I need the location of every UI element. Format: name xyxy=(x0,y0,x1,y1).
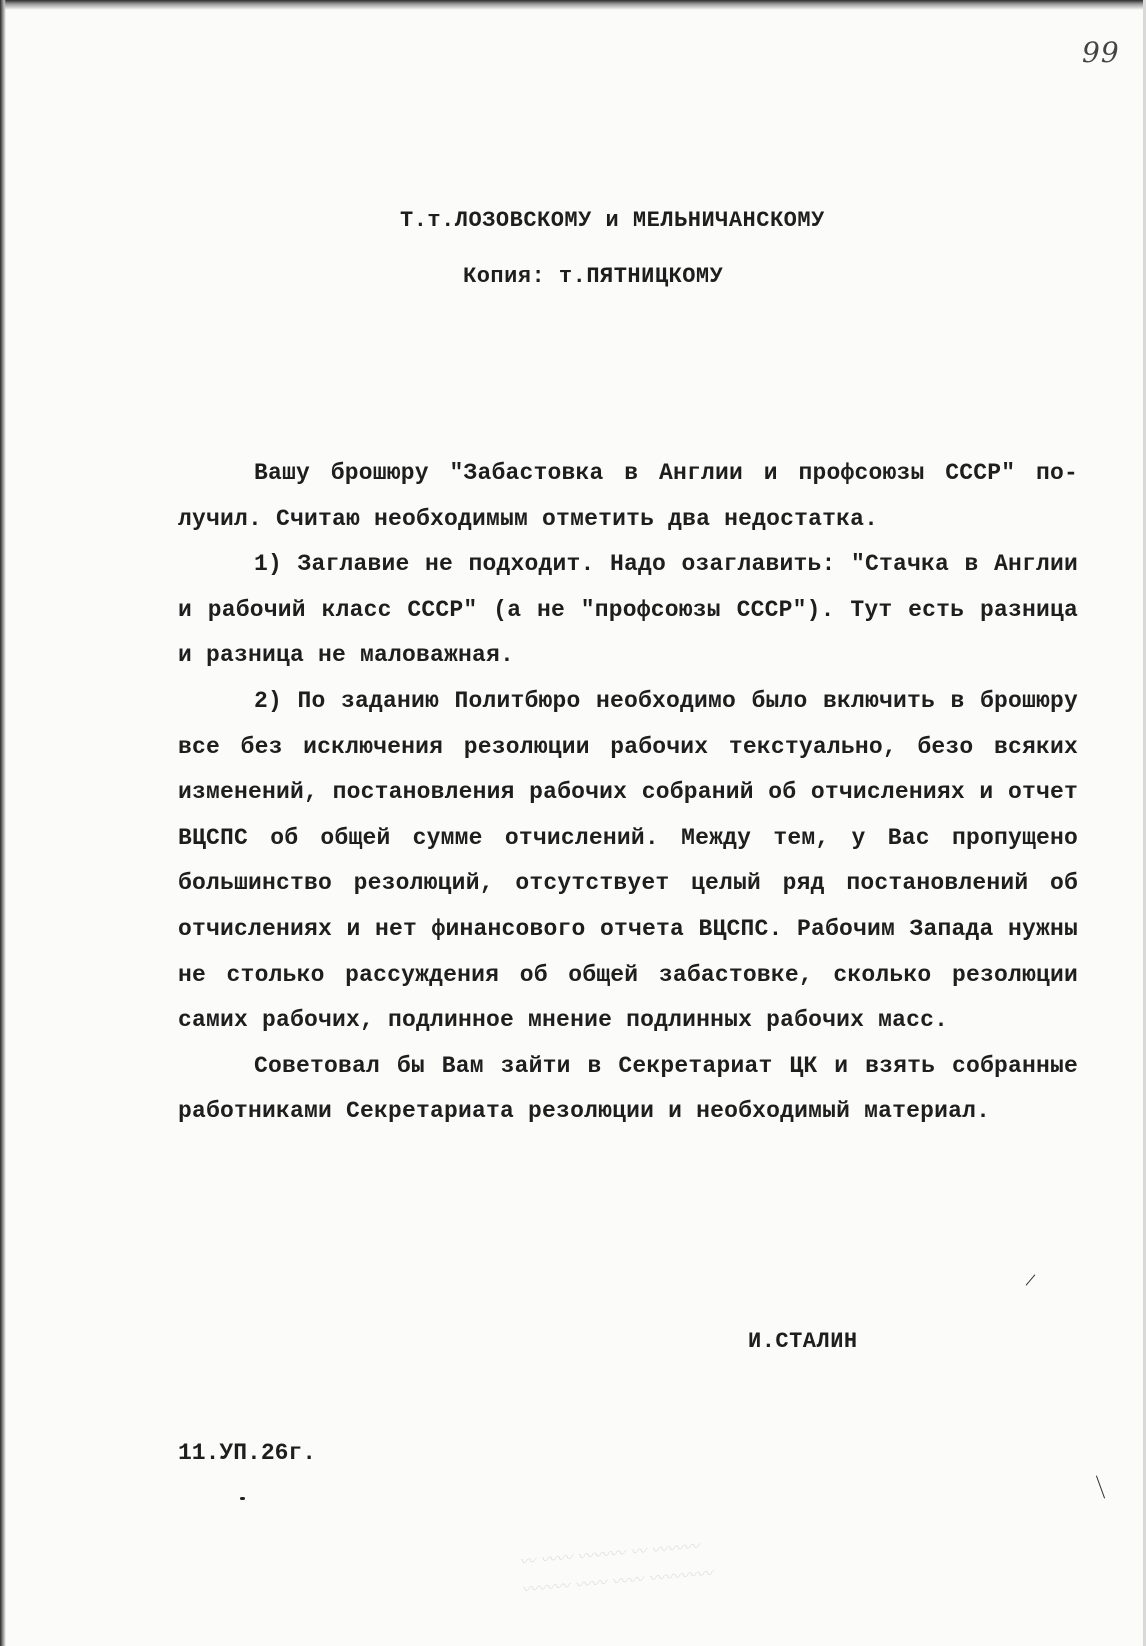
ink-speck xyxy=(240,1497,245,1500)
margin-mark xyxy=(1096,1476,1105,1499)
addressee-line: Т.т.ЛОЗОВСКОМУ и МЕЛЬНИЧАНСКОМУ xyxy=(400,208,825,233)
letter-body xyxy=(178,451,1078,1135)
copy-line: Копия: т.ПЯТНИЦКОМУ xyxy=(463,264,724,289)
scan-edge-top xyxy=(0,0,1146,10)
paragraph-intro: Вашу брошюру "Забастовка в Англии и профсоюзы СССР" по-лучил. Считаю необходимым отметить два недостатка. xyxy=(178,460,1078,532)
scan-edge-left xyxy=(0,0,6,1646)
margin-mark xyxy=(1026,1274,1036,1285)
paragraph-point-2: 2) По заданию Политбюро необходимо было включить в брошюру все без исключения резолюции рабочих текстуально, безо всяких изменений, постановления рабочих собраний об отчислениях и отчет ВЦСПС об общей сумме отчислений. Между тем, у Вас пропущено большинство резолюций, отсутствует целый ряд постановлений об отчислениях и нет финансового отчета ВЦСПС. Рабочим Запада нужны не столько рассуждения об общей забастовке, сколько резолюции самих рабочих, подлинное мнение подлинных рабочих масс. xyxy=(178,687,1078,1034)
page-number: 99 xyxy=(1082,36,1120,69)
faint-handwritten-note: 〰 〰〰 〰〰〰 〰 〰〰〰 〰〰〰 〰〰 〰〰 〰〰〰〰 xyxy=(518,1536,713,1600)
date: 11.УП.26г. xyxy=(178,1440,317,1466)
paragraph-advice: Советовал бы Вам зайти в Секретариат ЦК и взять собранные работниками Секретариата резолюции и необходимый материал. xyxy=(178,1052,1078,1125)
signature: И.СТАЛИН xyxy=(748,1329,858,1354)
paragraph-point-1: 1) Заглавие не подходит. Надо озаглавить: "Стачка в Англии и рабочий класс СССР" (а не "профсоюзы СССР"). Тут есть разница и разница не маловажная. xyxy=(178,551,1078,669)
